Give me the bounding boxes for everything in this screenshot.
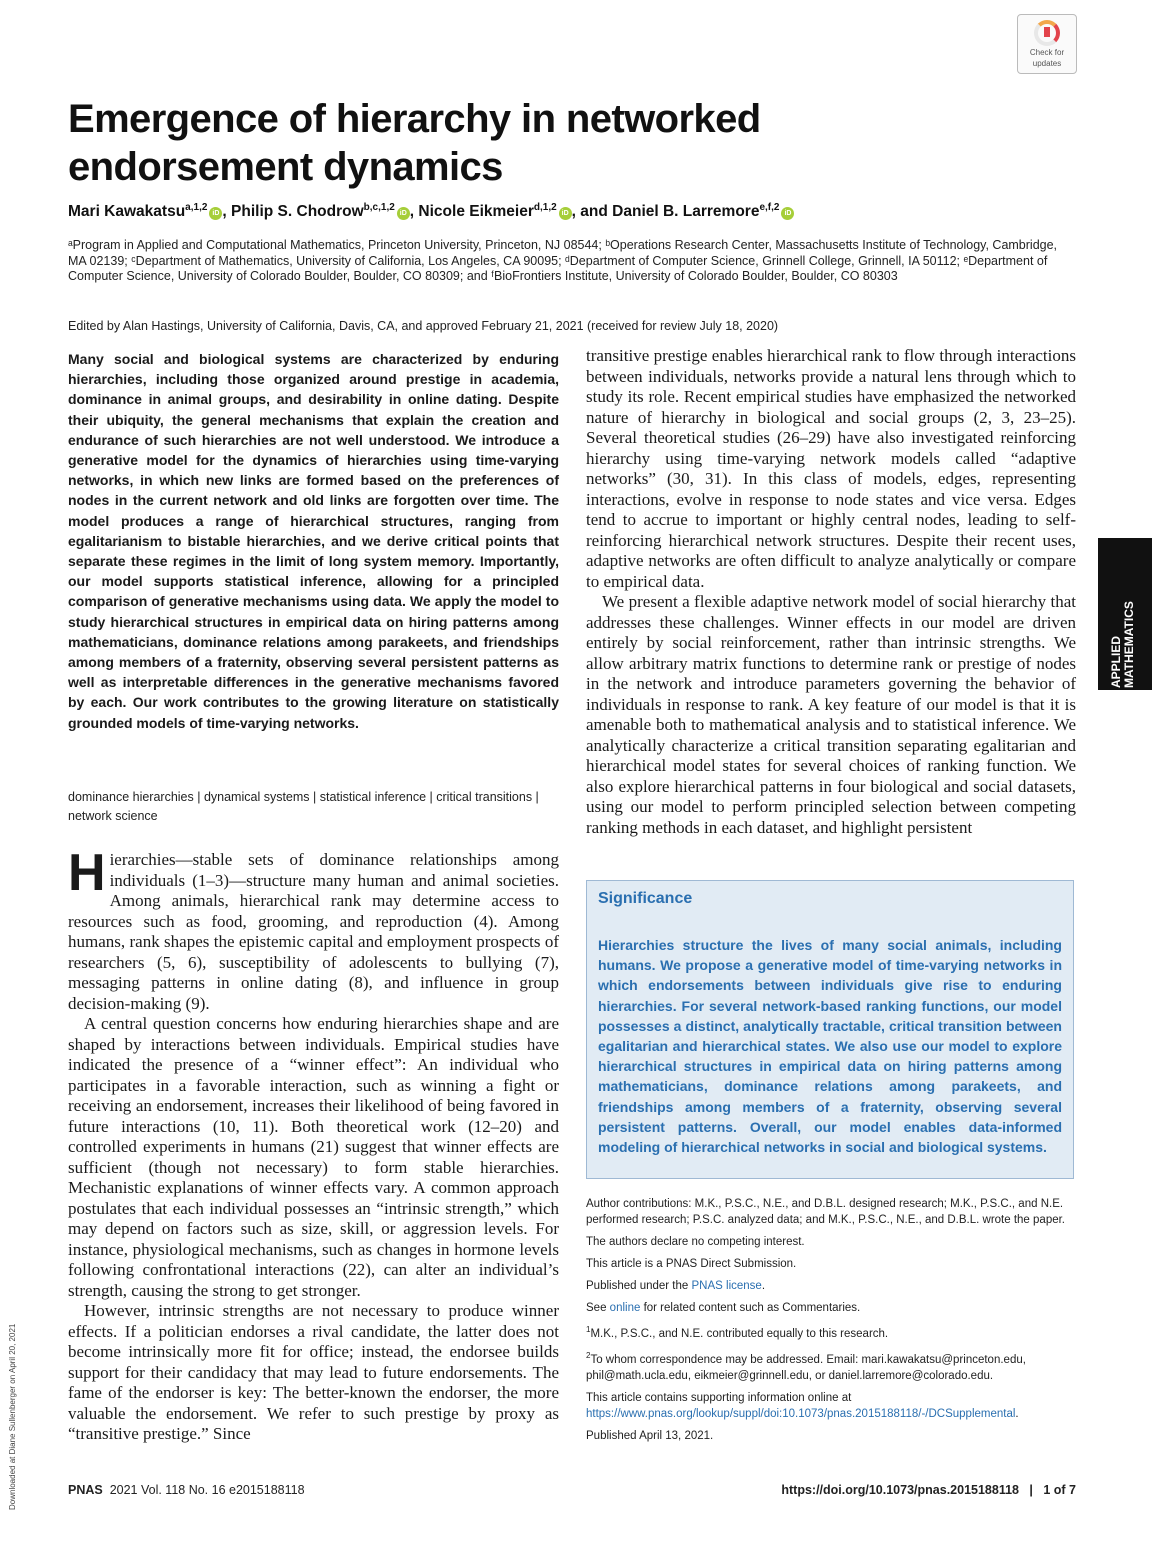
footer-separator: | [1029, 1483, 1033, 1497]
author-name: Nicole Eikmeier [418, 203, 534, 221]
see-online-note [586, 1300, 1076, 1316]
equal-contribution [586, 1322, 1076, 1342]
article-notes [586, 1196, 1076, 1450]
orcid-icon[interactable]: iD [209, 207, 222, 220]
correspondence-text: To whom correspondence may be addressed. Email: mari.kawakatsu@princeton.edu, phil@math.ucla.edu, eikmeier@grinnell.edu, or daniel.larremore@colorado.edu. [586, 1353, 1026, 1382]
supplemental-link[interactable]: https://www.pnas.org/lookup/suppl/doi:10.1073/pnas.2015188118/-/DCSupplemental [586, 1407, 1016, 1420]
journal-info: 2021 Vol. 118 No. 16 e2015188118 [109, 1483, 305, 1497]
license-link[interactable]: PNAS license [691, 1280, 762, 1292]
check-for-updates-icon [1034, 20, 1060, 46]
badge-line1: Check for [1029, 48, 1065, 57]
si-pre: This article contains supporting information online at [586, 1391, 852, 1404]
author-affil-sup: d,1,2 [533, 202, 557, 213]
body-paragraph [68, 844, 559, 1014]
section-tab-label [1110, 548, 1136, 688]
section-tab-line2: MATHEMATICS [1122, 601, 1136, 688]
paragraph-text: ierarchies—stable sets of dominance relationships among individuals (1–3)—structure many human and animal societies. Among animals, hierarchical rank may determine access to resources such as food, grooming, and reproduction (4). Among humans, rank shapes the epistemic capital and employment prospects of researchers (5, 6), susceptibility of adolescents to bullying (7), messaging patterns in online dating (8), and influence in group decision-making (9). [68, 850, 559, 1013]
article-title: Emergence of hierarchy in networked endorsement dynamics [68, 97, 761, 189]
section-tab-line1: APPLIED [1109, 635, 1123, 688]
supporting-info [586, 1390, 1076, 1422]
body-column-right [586, 346, 1076, 838]
footer-doi-page [781, 1483, 1076, 1497]
footnote-mark: 2 [586, 1350, 591, 1360]
check-for-updates-badge[interactable] [1017, 14, 1077, 74]
see-pre: See [586, 1302, 610, 1314]
keywords: dominance hierarchies | dynamical systems | statistical inference | critical transitions | network science [68, 790, 539, 823]
correspondence [586, 1348, 1076, 1384]
orcid-icon[interactable]: iD [781, 207, 794, 220]
author-separator: , [409, 203, 419, 221]
badge-line2: updates [1032, 59, 1062, 68]
published-date: Published April 13, 2021. [586, 1429, 714, 1442]
orcid-icon[interactable]: iD [559, 207, 572, 220]
si-post: . [1015, 1407, 1019, 1420]
author-affil-sup: b,c,1,2 [363, 202, 395, 213]
body-paragraph: A central question concerns how enduring hierarchies shape and are shaped by interactions between individuals. Empirical studies have indicated the presence of a “winner effect”: An individual who participates in a favorable interaction, such as winning a fight or receiving an endorsement, increases their likelihood of being favored in future interactions (10, 11). Both theoretical work (12–20) and controlled experiments in humans (21) suggest that winner effects are sufficient (though not necessary) to form stable hierarchies. Mechanistic explanations of winner effects vary. A common approach postulates that each individual possesses an “intrinsic strength,” which may depend on factors such as size, skill, or aggression levels. For instance, physiological mechanisms, such as changes in hormone levels following confrontational interactions (22), can alter an individual’s strength, causing the strong to get stronger. [68, 1014, 559, 1300]
significance-title: Significance [598, 890, 693, 907]
author-name: Daniel B. Larremore [612, 203, 760, 221]
license-post: . [761, 1280, 766, 1292]
journal-name: PNAS [68, 1483, 103, 1497]
author-name: Philip S. Chodrow [231, 203, 364, 221]
author-separator: , and [571, 203, 613, 221]
equal-text: M.K., P.S.C., and N.E. contributed equally to this research. [590, 1327, 889, 1340]
see-post: for related content such as Commentaries. [640, 1302, 861, 1314]
license-note [586, 1278, 1076, 1294]
license-pre: Published under the [586, 1280, 692, 1292]
doi-link[interactable]: https://doi.org/10.1073/pnas.2015188118 [781, 1483, 1019, 1497]
author-affil-sup: e,f,2 [759, 202, 780, 213]
page-number: 1 of 7 [1043, 1483, 1076, 1497]
footnote-mark: 1 [586, 1325, 591, 1334]
body-column-left [68, 844, 559, 1445]
download-watermark: Downloaded at Diane Sullenberger on April 20, 2021 [8, 1323, 17, 1510]
author-name: Mari Kawakatsu [68, 203, 186, 221]
drop-cap: H [68, 844, 106, 902]
author-contributions: Author contributions: M.K., P.S.C., N.E., and D.B.L. designed research; M.K., P.S.C., and N.E. performed research; P.S.C. analyzed data; and M.K., P.S.C., N.E., and D.B.L. wrote the paper. [586, 1198, 1065, 1226]
editor-note: Edited by Alan Hastings, University of California, Davis, CA, and approved February 21, 2021 (received for review July 18, 2020) [68, 319, 779, 333]
author-list [68, 202, 1068, 221]
author-affil-sup: a,1,2 [185, 202, 208, 213]
orcid-icon[interactable]: iD [397, 207, 410, 220]
significance-text: Hierarchies structure the lives of many social animals, including humans. We propose a generative model of time-varying networks in which endorsements between individuals give rise to enduring hierarchies. For several network-based ranking functions, our model possesses a distinct, analytically tractable, critical transition between egalitarian and hierarchical states. We also use our model to explore hierarchical structures in empirical data on hiring patterns among mathematicians, dominance relations among parakeets, and friendships among members of a fraternity, observing several persistent patterns. Overall, our model enables data-informed modeling of hierarchical networks in social and biological systems. [598, 937, 1062, 1156]
online-link[interactable]: online [609, 1302, 641, 1314]
direct-submission: This article is a PNAS Direct Submission. [586, 1258, 797, 1270]
footer-citation [68, 1483, 305, 1497]
body-paragraph: We present a flexible adaptive network model of social hierarchy that addresses these challenges. Winner effects in our model are driven entirely by social reinforcement, rather than intrinsic strengths. We allow arbitrary matrix functions to determine rank or prestige of nodes in the network and introduce parameters governing the behavior of individuals in response to rank. A key feature of our model is that it is amenable both to mathematical analysis and to statistical inference. We analytically characterize a critical transition separating egalitarian and hierarchical model states for several choices of ranking function. We also explore hierarchical patterns in four biological and social datasets, using our model to perform principled selection between competing ranking methods in each dataset, and highlight persistent [586, 592, 1076, 837]
abstract: Many social and biological systems are characterized by enduring hierarchies, including those organized around prestige in academia, dominance in animal groups, and desirability in online dating. Despite their ubiquity, the general mechanisms that explain the creation and endurance of such hierarchies are not well understood. We introduce a generative model for the dynamics of hierarchies using time-varying networks, in which new links are formed based on the preferences of nodes in the current network and old links are forgotten over time. The model produces a range of hierarchical structures, ranging from egalitarianism to bistable hierarchies, and we derive critical points that separate these regimes in the limit of long system memory. Importantly, our model supports statistical inference, allowing for a principled comparison of generative mechanisms using data. We apply the model to study hierarchical structures in empirical data on hiring patterns among mathematicians, dominance relations among parakeets, and friendships among members of a fraternity, observing several persistent patterns as well as interpretable differences in the generative mechanisms favored by each. Our work contributes to the growing literature on statistically grounded models of time-varying networks. [68, 351, 559, 731]
body-paragraph: However, intrinsic strengths are not necessary to produce winner effects. If a politician endorses a rival candidate, the latter does not become intrinsically more fit for office; instead, the endorsee builds support for their candidacy that may lead to future endorsements. The fame of the endorser is key: The better-known the endorser, the more valuable the endorsement. We refer to such prestige by proxy as “transitive prestige.” Since [68, 1301, 559, 1443]
body-paragraph: transitive prestige enables hierarchical rank to flow through interactions between individuals, networks provide a natural lens through which to study its role. Recent empirical studies have emphasized the networked nature of hierarchy in biological and social groups (2, 3, 23–25). Several theoretical studies (26–29) have also investigated reinforcing hierarchy using time-varying network models called “adaptive networks” (30, 31). In this class of models, edges, representing interactions, evolve in response to node states and vice versa. Edges tend to accrue to important or highly central nodes, leading to self-reinforcing hierarchical network structures. Despite their recent uses, adaptive networks are often difficult to analyze analytically or compare to empirical data. [586, 346, 1076, 591]
competing-interest: The authors declare no competing interest. [586, 1236, 805, 1248]
author-separator: , [222, 203, 232, 221]
affiliations: ᵃProgram in Applied and Computational Mathematics, Princeton University, Princeton, NJ 08544; ᵇOperations Research Center, Massachusetts Institute of Technology, Cambridge, MA 02139; ᶜDepartment of Mathematics, University of California, Los Angeles, CA 90095; ᵈDepartment of Computer Science, Grinnell College, Grinnell, IA 50112; ᵉDepartment of Computer Science, University of Colorado Boulder, Boulder, CO 80309; and ᶠBioFrontiers Institute, University of Colorado Boulder, Boulder, CO 80303 [68, 238, 1058, 283]
